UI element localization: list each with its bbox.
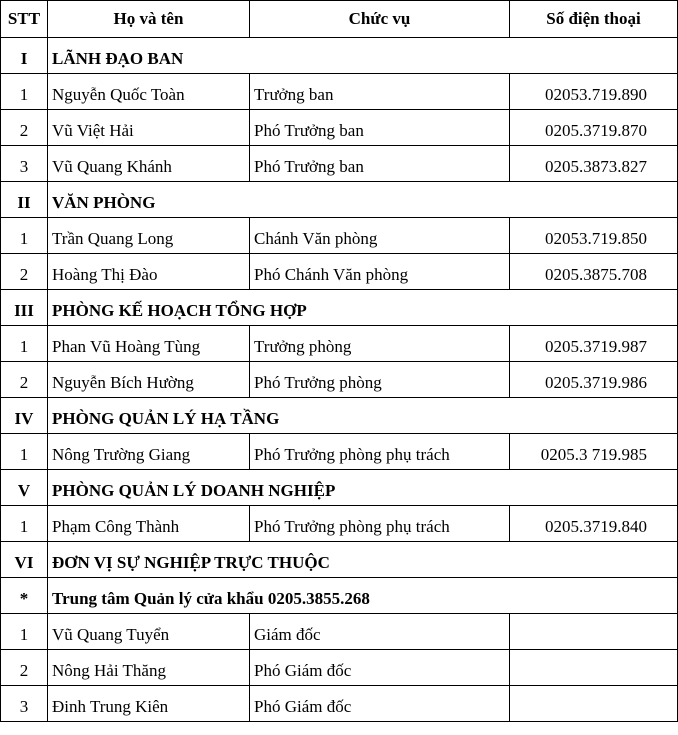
row-phone <box>510 614 678 650</box>
section-title: PHÒNG KẾ HOẠCH TỔNG HỢP <box>48 290 510 326</box>
section-row <box>1 398 678 434</box>
section-empty <box>510 290 678 326</box>
row-position: Phó Trưởng phòng <box>250 362 510 398</box>
row-name: Nguyễn Bích Hường <box>48 362 250 398</box>
row-name: Phạm Công Thành <box>48 506 250 542</box>
row-phone: 0205.3719.840 <box>510 506 678 542</box>
section-row <box>1 470 678 506</box>
row-phone <box>510 650 678 686</box>
section-stt: VI <box>1 542 48 578</box>
section-title: ĐƠN VỊ SỰ NGHIỆP TRỰC THUỘC <box>48 542 510 578</box>
row-position: Phó Trưởng phòng phụ trách <box>250 434 510 470</box>
directory-body <box>1 38 678 722</box>
row-stt: 3 <box>1 146 48 182</box>
section-empty <box>510 470 678 506</box>
section-stt: V <box>1 470 48 506</box>
row-position: Trưởng phòng <box>250 326 510 362</box>
section-empty <box>510 38 678 74</box>
row-name: Nông Trường Giang <box>48 434 250 470</box>
table-row <box>1 614 678 650</box>
table-row <box>1 362 678 398</box>
row-name: Nguyễn Quốc Toàn <box>48 74 250 110</box>
row-position: Phó Giám đốc <box>250 650 510 686</box>
section-empty <box>510 182 678 218</box>
row-stt: 1 <box>1 218 48 254</box>
row-phone: 0205.3 719.985 <box>510 434 678 470</box>
table-row <box>1 686 678 722</box>
row-phone: 0205.3873.827 <box>510 146 678 182</box>
row-phone: 0205.3875.708 <box>510 254 678 290</box>
row-name: Hoàng Thị Đào <box>48 254 250 290</box>
table-row <box>1 74 678 110</box>
section-empty <box>510 542 678 578</box>
row-stt: 1 <box>1 614 48 650</box>
row-stt: 2 <box>1 650 48 686</box>
row-stt: 2 <box>1 254 48 290</box>
section-title: PHÒNG QUẢN LÝ HẠ TẦNG <box>48 398 510 434</box>
row-position: Phó Chánh Văn phòng <box>250 254 510 290</box>
row-phone: 0205.3719.986 <box>510 362 678 398</box>
row-stt: 1 <box>1 326 48 362</box>
header-name: Họ và tên <box>48 1 250 38</box>
row-stt: 1 <box>1 74 48 110</box>
header-stt: STT <box>1 1 48 38</box>
row-name: Trần Quang Long <box>48 218 250 254</box>
row-position: Phó Trưởng phòng phụ trách <box>250 506 510 542</box>
subsection-row <box>1 578 678 614</box>
row-name: Vũ Việt Hải <box>48 110 250 146</box>
header-phone: Số điện thoại <box>510 1 678 38</box>
table-row <box>1 218 678 254</box>
row-position: Trưởng ban <box>250 74 510 110</box>
row-stt: 2 <box>1 362 48 398</box>
section-row <box>1 182 678 218</box>
section-title: PHÒNG QUẢN LÝ DOANH NGHIỆP <box>48 470 510 506</box>
section-title: Trung tâm Quản lý cửa khẩu 0205.3855.268 <box>48 578 510 614</box>
section-row <box>1 542 678 578</box>
header-position: Chức vụ <box>250 1 510 38</box>
row-position: Phó Trưởng ban <box>250 110 510 146</box>
row-position: Chánh Văn phòng <box>250 218 510 254</box>
row-stt: 3 <box>1 686 48 722</box>
section-empty <box>510 578 678 614</box>
row-name: Đinh Trung Kiên <box>48 686 250 722</box>
row-position: Phó Giám đốc <box>250 686 510 722</box>
section-stt: * <box>1 578 48 614</box>
table-row <box>1 326 678 362</box>
table-row <box>1 650 678 686</box>
row-phone: 0205.3719.870 <box>510 110 678 146</box>
header-row <box>1 1 678 38</box>
section-row <box>1 290 678 326</box>
section-stt: II <box>1 182 48 218</box>
row-position: Phó Trưởng ban <box>250 146 510 182</box>
section-title: VĂN PHÒNG <box>48 182 510 218</box>
row-name: Phan Vũ Hoàng Tùng <box>48 326 250 362</box>
section-title: LÃNH ĐẠO BAN <box>48 38 510 74</box>
row-phone: 02053.719.890 <box>510 74 678 110</box>
section-stt: I <box>1 38 48 74</box>
section-empty <box>510 398 678 434</box>
row-phone <box>510 686 678 722</box>
row-name: Vũ Quang Khánh <box>48 146 250 182</box>
table-row <box>1 434 678 470</box>
section-stt: III <box>1 290 48 326</box>
table-row <box>1 146 678 182</box>
table-row <box>1 254 678 290</box>
row-stt: 1 <box>1 506 48 542</box>
section-row <box>1 38 678 74</box>
row-stt: 2 <box>1 110 48 146</box>
section-stt: IV <box>1 398 48 434</box>
row-position: Giám đốc <box>250 614 510 650</box>
row-phone: 0205.3719.987 <box>510 326 678 362</box>
row-name: Vũ Quang Tuyển <box>48 614 250 650</box>
row-name: Nông Hải Thăng <box>48 650 250 686</box>
row-phone: 02053.719.850 <box>510 218 678 254</box>
table-row <box>1 506 678 542</box>
row-stt: 1 <box>1 434 48 470</box>
table-row <box>1 110 678 146</box>
